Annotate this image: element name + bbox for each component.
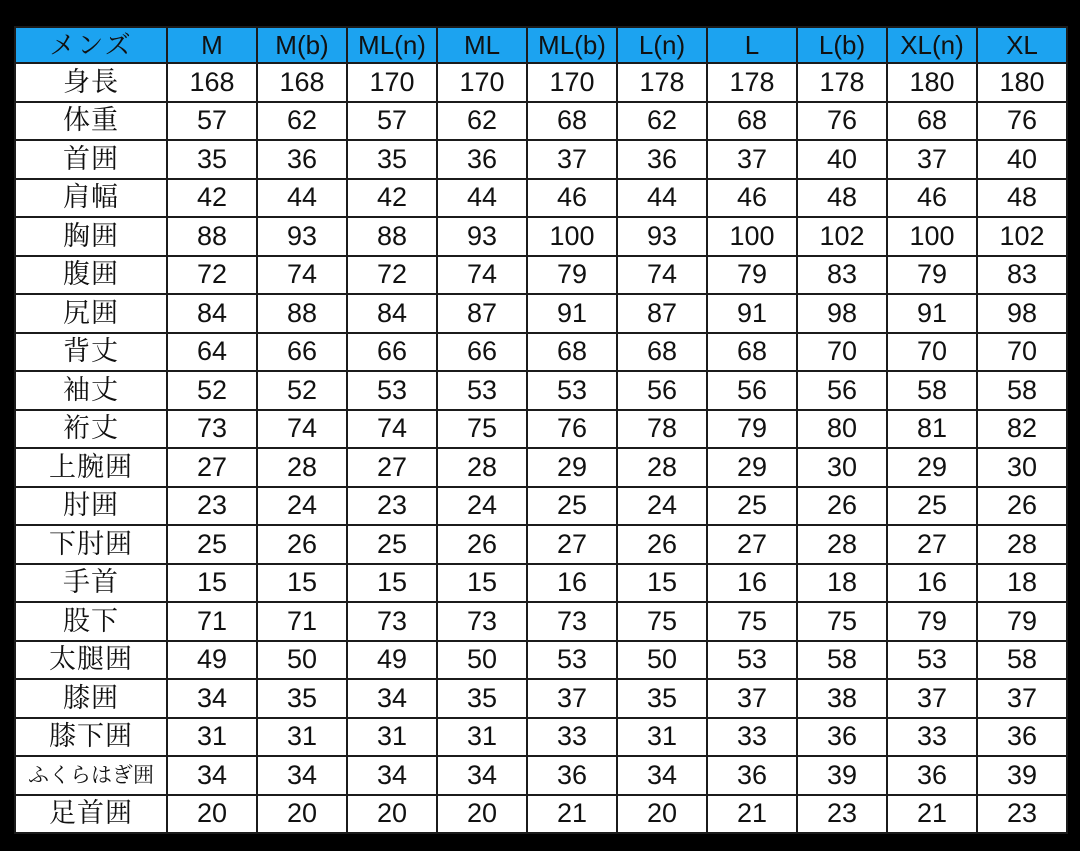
cell-value: 20 [437, 795, 527, 834]
cell-value: 50 [437, 641, 527, 680]
cell-value: 64 [167, 333, 257, 372]
cell-value: 170 [437, 63, 527, 102]
cell-value: 26 [797, 487, 887, 526]
cell-value: 75 [797, 602, 887, 641]
row-label: 袖丈 [15, 371, 167, 410]
cell-value: 27 [707, 525, 797, 564]
table-row [15, 410, 1067, 449]
cell-value: 73 [527, 602, 617, 641]
row-label: 腹囲 [15, 256, 167, 295]
cell-value: 15 [167, 564, 257, 603]
cell-value: 91 [707, 294, 797, 333]
table-row [15, 63, 1067, 102]
cell-value: 53 [437, 371, 527, 410]
cell-value: 42 [167, 179, 257, 218]
cell-value: 15 [617, 564, 707, 603]
column-header-xl: XL [977, 27, 1067, 63]
cell-value: 74 [257, 410, 347, 449]
cell-value: 20 [617, 795, 707, 834]
cell-value: 23 [797, 795, 887, 834]
cell-value: 44 [617, 179, 707, 218]
cell-value: 88 [347, 217, 437, 256]
cell-value: 37 [707, 679, 797, 718]
cell-value: 88 [257, 294, 347, 333]
cell-value: 37 [527, 140, 617, 179]
table-row [15, 333, 1067, 372]
cell-value: 37 [527, 679, 617, 718]
cell-value: 36 [527, 756, 617, 795]
table-row [15, 102, 1067, 141]
cell-value: 84 [347, 294, 437, 333]
column-header-l-b: L(b) [797, 27, 887, 63]
cell-value: 34 [257, 756, 347, 795]
row-label: 身長 [15, 63, 167, 102]
cell-value: 30 [977, 448, 1067, 487]
cell-value: 26 [257, 525, 347, 564]
cell-value: 26 [617, 525, 707, 564]
cell-value: 53 [887, 641, 977, 680]
cell-value: 66 [257, 333, 347, 372]
cell-value: 28 [257, 448, 347, 487]
cell-value: 15 [257, 564, 347, 603]
row-label: 首囲 [15, 140, 167, 179]
cell-value: 37 [977, 679, 1067, 718]
cell-value: 88 [167, 217, 257, 256]
cell-value: 25 [347, 525, 437, 564]
cell-value: 46 [707, 179, 797, 218]
cell-value: 73 [437, 602, 527, 641]
cell-value: 58 [887, 371, 977, 410]
cell-value: 28 [617, 448, 707, 487]
cell-value: 40 [977, 140, 1067, 179]
cell-value: 170 [527, 63, 617, 102]
cell-value: 35 [347, 140, 437, 179]
cell-value: 25 [887, 487, 977, 526]
cell-value: 31 [167, 718, 257, 757]
cell-value: 30 [797, 448, 887, 487]
cell-value: 25 [167, 525, 257, 564]
table-row [15, 564, 1067, 603]
cell-value: 39 [797, 756, 887, 795]
column-header-m-b: M(b) [257, 27, 347, 63]
cell-value: 178 [797, 63, 887, 102]
column-header-ml: ML [437, 27, 527, 63]
cell-value: 34 [347, 756, 437, 795]
row-label: 膝下囲 [15, 718, 167, 757]
cell-value: 100 [527, 217, 617, 256]
cell-value: 79 [527, 256, 617, 295]
cell-value: 36 [257, 140, 347, 179]
cell-value: 31 [437, 718, 527, 757]
cell-value: 34 [167, 679, 257, 718]
cell-value: 29 [707, 448, 797, 487]
cell-value: 16 [887, 564, 977, 603]
cell-value: 73 [167, 410, 257, 449]
table-row [15, 795, 1067, 834]
cell-value: 34 [437, 756, 527, 795]
cell-value: 21 [707, 795, 797, 834]
cell-value: 29 [887, 448, 977, 487]
cell-value: 37 [887, 679, 977, 718]
cell-value: 24 [257, 487, 347, 526]
cell-value: 21 [887, 795, 977, 834]
cell-value: 35 [437, 679, 527, 718]
cell-value: 20 [347, 795, 437, 834]
cell-value: 62 [437, 102, 527, 141]
cell-value: 28 [797, 525, 887, 564]
column-header-l-n: L(n) [617, 27, 707, 63]
cell-value: 42 [347, 179, 437, 218]
cell-value: 168 [167, 63, 257, 102]
cell-value: 81 [887, 410, 977, 449]
cell-value: 36 [617, 140, 707, 179]
cell-value: 23 [347, 487, 437, 526]
table-row [15, 641, 1067, 680]
cell-value: 21 [527, 795, 617, 834]
size-table [14, 26, 1068, 834]
cell-value: 79 [887, 602, 977, 641]
cell-value: 49 [347, 641, 437, 680]
cell-value: 76 [977, 102, 1067, 141]
table-row [15, 256, 1067, 295]
cell-value: 62 [617, 102, 707, 141]
cell-value: 62 [257, 102, 347, 141]
table-row [15, 718, 1067, 757]
table-row [15, 140, 1067, 179]
cell-value: 70 [977, 333, 1067, 372]
cell-value: 44 [437, 179, 527, 218]
cell-value: 24 [617, 487, 707, 526]
cell-value: 46 [887, 179, 977, 218]
cell-value: 40 [797, 140, 887, 179]
cell-value: 84 [167, 294, 257, 333]
cell-value: 168 [257, 63, 347, 102]
cell-value: 38 [797, 679, 887, 718]
cell-value: 79 [707, 410, 797, 449]
cell-value: 39 [977, 756, 1067, 795]
cell-value: 33 [707, 718, 797, 757]
column-header-m: M [167, 27, 257, 63]
cell-value: 82 [977, 410, 1067, 449]
cell-value: 50 [617, 641, 707, 680]
cell-value: 36 [707, 756, 797, 795]
cell-value: 68 [527, 102, 617, 141]
cell-value: 98 [977, 294, 1067, 333]
cell-value: 27 [527, 525, 617, 564]
column-header-l: L [707, 27, 797, 63]
cell-value: 37 [707, 140, 797, 179]
cell-value: 71 [167, 602, 257, 641]
cell-value: 178 [617, 63, 707, 102]
cell-value: 27 [887, 525, 977, 564]
cell-value: 31 [347, 718, 437, 757]
cell-value: 74 [347, 410, 437, 449]
cell-value: 80 [797, 410, 887, 449]
cell-value: 75 [617, 602, 707, 641]
cell-value: 66 [347, 333, 437, 372]
cell-value: 79 [887, 256, 977, 295]
cell-value: 102 [977, 217, 1067, 256]
table-corner-label: メンズ [15, 27, 167, 63]
column-header-ml-n: ML(n) [347, 27, 437, 63]
cell-value: 83 [977, 256, 1067, 295]
cell-value: 56 [617, 371, 707, 410]
cell-value: 76 [797, 102, 887, 141]
cell-value: 72 [167, 256, 257, 295]
cell-value: 52 [167, 371, 257, 410]
column-header-ml-b: ML(b) [527, 27, 617, 63]
cell-value: 31 [617, 718, 707, 757]
cell-value: 100 [707, 217, 797, 256]
cell-value: 68 [617, 333, 707, 372]
cell-value: 23 [167, 487, 257, 526]
row-label: 背丈 [15, 333, 167, 372]
cell-value: 79 [707, 256, 797, 295]
table-row [15, 487, 1067, 526]
cell-value: 66 [437, 333, 527, 372]
cell-value: 178 [707, 63, 797, 102]
cell-value: 23 [977, 795, 1067, 834]
cell-value: 18 [977, 564, 1067, 603]
cell-value: 34 [347, 679, 437, 718]
row-label: 胸囲 [15, 217, 167, 256]
cell-value: 53 [707, 641, 797, 680]
cell-value: 46 [527, 179, 617, 218]
cell-value: 68 [887, 102, 977, 141]
cell-value: 58 [977, 371, 1067, 410]
row-label: 肩幅 [15, 179, 167, 218]
cell-value: 25 [707, 487, 797, 526]
cell-value: 35 [167, 140, 257, 179]
row-label: 体重 [15, 102, 167, 141]
cell-value: 44 [257, 179, 347, 218]
cell-value: 37 [887, 140, 977, 179]
table-row [15, 602, 1067, 641]
cell-value: 53 [527, 371, 617, 410]
cell-value: 34 [617, 756, 707, 795]
cell-value: 78 [617, 410, 707, 449]
cell-value: 87 [437, 294, 527, 333]
cell-value: 56 [797, 371, 887, 410]
cell-value: 74 [257, 256, 347, 295]
table-row [15, 679, 1067, 718]
cell-value: 68 [527, 333, 617, 372]
cell-value: 57 [167, 102, 257, 141]
cell-value: 68 [707, 102, 797, 141]
cell-value: 26 [977, 487, 1067, 526]
cell-value: 48 [977, 179, 1067, 218]
cell-value: 58 [977, 641, 1067, 680]
cell-value: 73 [347, 602, 437, 641]
row-label: 下肘囲 [15, 525, 167, 564]
cell-value: 33 [527, 718, 617, 757]
row-label: ふくらはぎ囲 [15, 756, 167, 795]
cell-value: 33 [887, 718, 977, 757]
cell-value: 15 [347, 564, 437, 603]
table-row [15, 448, 1067, 487]
size-table-frame [14, 26, 1066, 834]
cell-value: 50 [257, 641, 347, 680]
cell-value: 36 [977, 718, 1067, 757]
cell-value: 16 [527, 564, 617, 603]
row-label: 上腕囲 [15, 448, 167, 487]
cell-value: 93 [617, 217, 707, 256]
cell-value: 76 [527, 410, 617, 449]
cell-value: 27 [347, 448, 437, 487]
cell-value: 70 [797, 333, 887, 372]
cell-value: 71 [257, 602, 347, 641]
cell-value: 18 [797, 564, 887, 603]
cell-value: 53 [347, 371, 437, 410]
cell-value: 34 [167, 756, 257, 795]
table-body [15, 63, 1067, 833]
cell-value: 16 [707, 564, 797, 603]
cell-value: 93 [257, 217, 347, 256]
cell-value: 74 [437, 256, 527, 295]
cell-value: 52 [257, 371, 347, 410]
cell-value: 57 [347, 102, 437, 141]
table-row [15, 525, 1067, 564]
cell-value: 79 [977, 602, 1067, 641]
cell-value: 48 [797, 179, 887, 218]
cell-value: 75 [437, 410, 527, 449]
cell-value: 75 [707, 602, 797, 641]
cell-value: 28 [437, 448, 527, 487]
cell-value: 100 [887, 217, 977, 256]
table-head [15, 27, 1067, 63]
cell-value: 102 [797, 217, 887, 256]
cell-value: 29 [527, 448, 617, 487]
cell-value: 87 [617, 294, 707, 333]
cell-value: 98 [797, 294, 887, 333]
row-label: 手首 [15, 564, 167, 603]
cell-value: 49 [167, 641, 257, 680]
cell-value: 31 [257, 718, 347, 757]
cell-value: 170 [347, 63, 437, 102]
cell-value: 68 [707, 333, 797, 372]
cell-value: 36 [797, 718, 887, 757]
cell-value: 83 [797, 256, 887, 295]
row-label: 股下 [15, 602, 167, 641]
cell-value: 20 [257, 795, 347, 834]
cell-value: 74 [617, 256, 707, 295]
cell-value: 27 [167, 448, 257, 487]
table-row [15, 179, 1067, 218]
cell-value: 35 [617, 679, 707, 718]
cell-value: 53 [527, 641, 617, 680]
cell-value: 15 [437, 564, 527, 603]
row-label: 足首囲 [15, 795, 167, 834]
cell-value: 180 [977, 63, 1067, 102]
table-row [15, 294, 1067, 333]
cell-value: 58 [797, 641, 887, 680]
cell-value: 91 [887, 294, 977, 333]
cell-value: 36 [437, 140, 527, 179]
cell-value: 26 [437, 525, 527, 564]
table-row [15, 217, 1067, 256]
cell-value: 72 [347, 256, 437, 295]
cell-value: 180 [887, 63, 977, 102]
row-label: 肘囲 [15, 487, 167, 526]
table-row [15, 756, 1067, 795]
cell-value: 28 [977, 525, 1067, 564]
cell-value: 35 [257, 679, 347, 718]
table-header-row [15, 27, 1067, 63]
table-row [15, 371, 1067, 410]
cell-value: 70 [887, 333, 977, 372]
row-label: 裄丈 [15, 410, 167, 449]
row-label: 尻囲 [15, 294, 167, 333]
cell-value: 56 [707, 371, 797, 410]
cell-value: 25 [527, 487, 617, 526]
row-label: 膝囲 [15, 679, 167, 718]
cell-value: 93 [437, 217, 527, 256]
row-label: 太腿囲 [15, 641, 167, 680]
cell-value: 24 [437, 487, 527, 526]
column-header-xl-n: XL(n) [887, 27, 977, 63]
cell-value: 36 [887, 756, 977, 795]
cell-value: 91 [527, 294, 617, 333]
cell-value: 20 [167, 795, 257, 834]
